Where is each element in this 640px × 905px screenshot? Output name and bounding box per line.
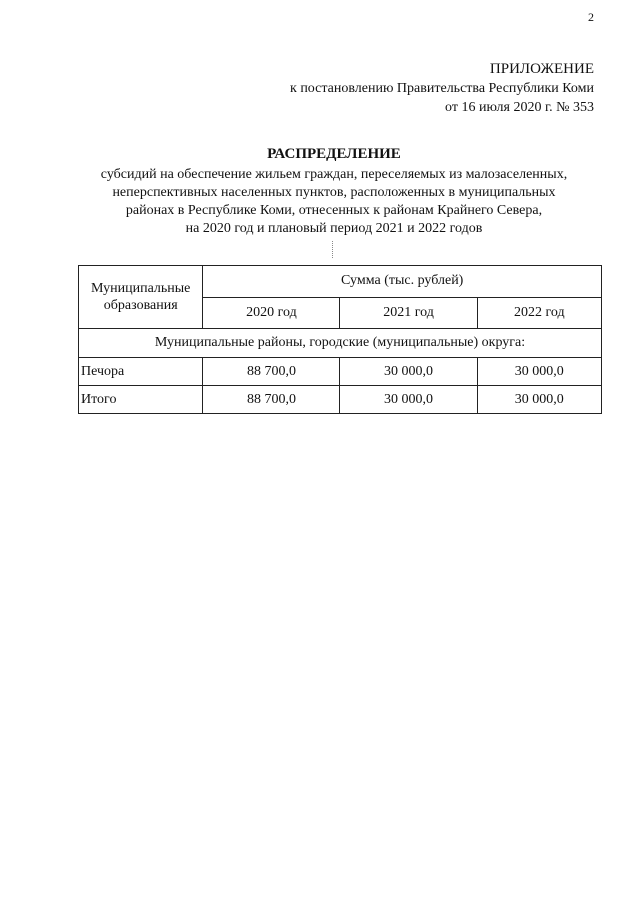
row-value-2022: 30 000,0 bbox=[477, 358, 601, 386]
row-total-label: Итого bbox=[79, 386, 203, 414]
appendix-header bbox=[290, 60, 594, 117]
row-total-2021: 30 000,0 bbox=[340, 386, 477, 414]
table-header-row bbox=[79, 266, 602, 298]
distribution-table bbox=[78, 265, 602, 414]
header-year-2022: 2022 год bbox=[477, 297, 601, 329]
row-value-2021: 30 000,0 bbox=[340, 358, 477, 386]
header-year-2020: 2020 год bbox=[203, 297, 340, 329]
table-section-row bbox=[79, 329, 602, 358]
row-total-2020: 88 700,0 bbox=[203, 386, 340, 414]
document-subtitle bbox=[0, 166, 640, 238]
header-municipality-line2: образования bbox=[103, 298, 178, 313]
subtitle-line: районах в Республике Коми, отнесенных к районам Крайнего Севера, bbox=[125, 203, 543, 218]
subtitle-line: на 2020 год и плановый период 2021 и 2022 годов bbox=[185, 221, 483, 236]
subtitle-line: субсидий на обеспечение жильем граждан, переселяемых из малозаселенных, bbox=[100, 167, 568, 182]
subtitle-line: неперспективных населенных пунктов, расположенных в муниципальных bbox=[112, 185, 556, 200]
header-municipality-line1: Муниципальные bbox=[91, 281, 191, 296]
appendix-title: ПРИЛОЖЕНИЕ bbox=[489, 61, 594, 77]
page-number: 2 bbox=[588, 10, 594, 24]
center-guide-mark bbox=[332, 241, 333, 258]
header-year-2021: 2021 год bbox=[340, 297, 477, 329]
header-sum: Сумма (тыс. рублей) bbox=[203, 266, 602, 298]
table-row bbox=[79, 358, 602, 386]
row-value-2020: 88 700,0 bbox=[203, 358, 340, 386]
document-title: РАСПРЕДЕЛЕНИЕ bbox=[267, 146, 401, 162]
row-municipality-name: Печора bbox=[79, 358, 203, 386]
row-total-2022: 30 000,0 bbox=[477, 386, 601, 414]
table-total-row bbox=[79, 386, 602, 414]
header-municipality bbox=[79, 266, 203, 329]
appendix-resolution-line: к постановлению Правительства Республики Коми bbox=[290, 81, 594, 96]
section-label: Муниципальные районы, городские (муниципальные) округа: bbox=[79, 329, 602, 358]
appendix-date-line: от 16 июля 2020 г. № 353 bbox=[445, 100, 594, 115]
